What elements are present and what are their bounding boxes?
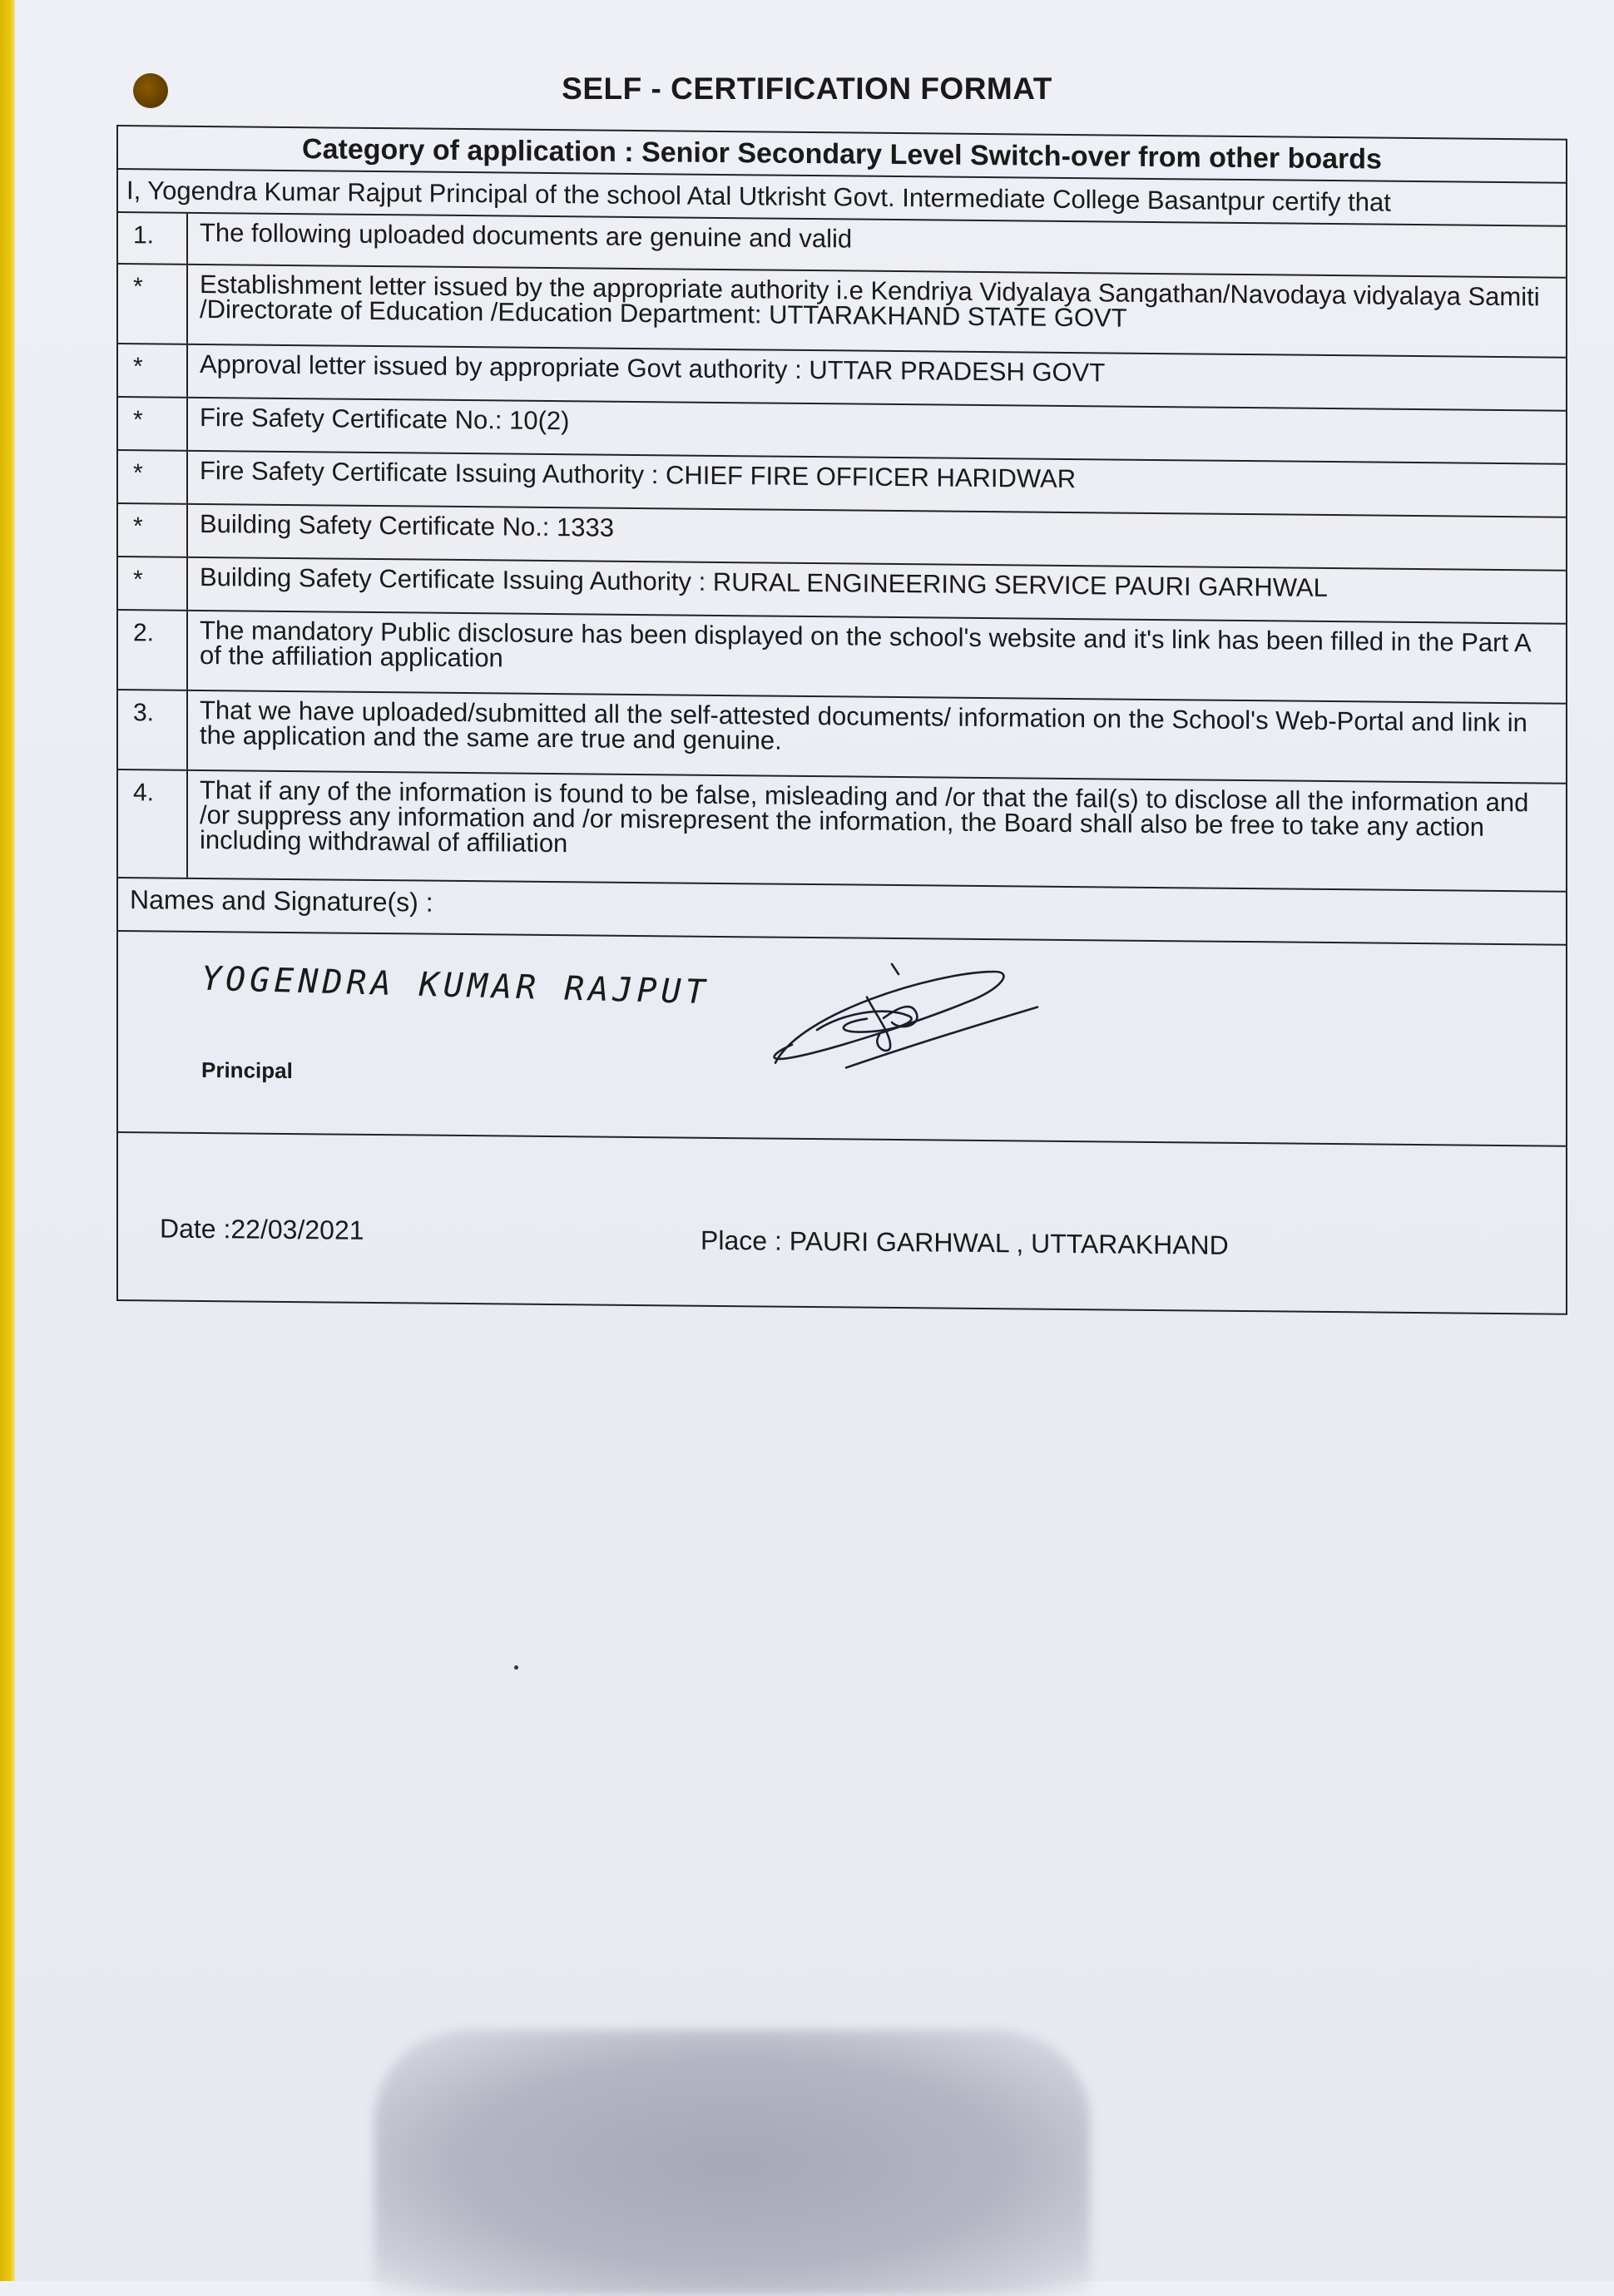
place-text: Place : PAURI GARHWAL , UTTARAKHAND: [701, 1225, 1229, 1260]
signature-scribble: [767, 955, 1067, 1082]
date-place-row: [118, 1133, 1566, 1314]
table-row: [118, 265, 1566, 359]
row-text: Fire Safety Certificate Issuing Authority : CHIEF FIRE OFFICER HARIDWAR: [200, 455, 1077, 494]
row-text: The following uploaded documents are genuine and valid: [200, 217, 853, 254]
table-row: [118, 611, 1566, 705]
row-bullet: *: [118, 265, 188, 344]
row-bullet: *: [118, 344, 188, 397]
row-text: Building Safety Certificate Issuing Authority : RURAL ENGINEERING SERVICE PAURI GARHWAL: [200, 562, 1328, 602]
certification-table: [116, 125, 1567, 1315]
hand-shadow: [374, 2030, 1090, 2296]
row-number: 4.: [118, 770, 188, 878]
row-number: 1.: [118, 213, 188, 264]
signature-area: [118, 932, 1566, 1146]
table-row: [118, 770, 1566, 893]
row-number: 2.: [118, 611, 188, 690]
date-place-area: [118, 1133, 1566, 1314]
signatory-role: Principal: [201, 1056, 293, 1084]
signature-row: [118, 932, 1566, 1147]
yellow-edge: [0, 0, 15, 2281]
names-label: Names and Signature(s) :: [130, 884, 433, 918]
document-title: SELF - CERTIFICATION FORMAT: [562, 72, 1052, 106]
row-text: That if any of the information is found to be false, misleading and /or that the fail(s) to disclose all the information and /or suppress any information and /or misrepresent the information, the Board shall also be free to take any action including withdrawal of affiliation: [200, 774, 1529, 859]
row-bullet: *: [118, 504, 188, 557]
signatory-name: YOGENDRA KUMAR RAJPUT: [201, 959, 710, 1012]
paper-speck: [514, 1665, 518, 1670]
row-bullet: *: [118, 451, 188, 503]
category-text: Category of application : Senior Secondary Level Switch-over from other boards: [302, 133, 1382, 176]
row-text: Building Safety Certificate No.: 1333: [200, 508, 614, 542]
row-text: Approval letter issued by appropriate Govt authority : UTTAR PRADESH GOVT: [200, 349, 1106, 388]
row-text: The mandatory Public disclosure has been displayed on the school's website and it's link has been filled in the Part A of the affiliation application: [200, 615, 1530, 673]
row-bullet: *: [118, 398, 188, 450]
intro-text: I, Yogendra Kumar Rajput Principal of the school Atal Utkrisht Govt. Intermediate College Basantpur certify that: [126, 176, 1391, 217]
row-text: Establishment letter issued by the appropriate authority i.e Kendriya Vidyalaya Sangathan/Navodaya vidyalaya Samiti /Directorate of Education /Education Department: UTTARAKHAND STATE GOVT: [200, 269, 1540, 333]
row-text: Fire Safety Certificate No.: 10(2): [200, 402, 570, 436]
date-text: Date :22/03/2021: [160, 1213, 364, 1245]
row-text: That we have uploaded/submitted all the self-attested documents/ information on the School's Web-Portal and link in the application and the same are true and genuine.: [200, 695, 1527, 755]
table-row: [118, 690, 1566, 784]
row-number: 3.: [118, 690, 188, 769]
row-bullet: *: [118, 557, 188, 610]
